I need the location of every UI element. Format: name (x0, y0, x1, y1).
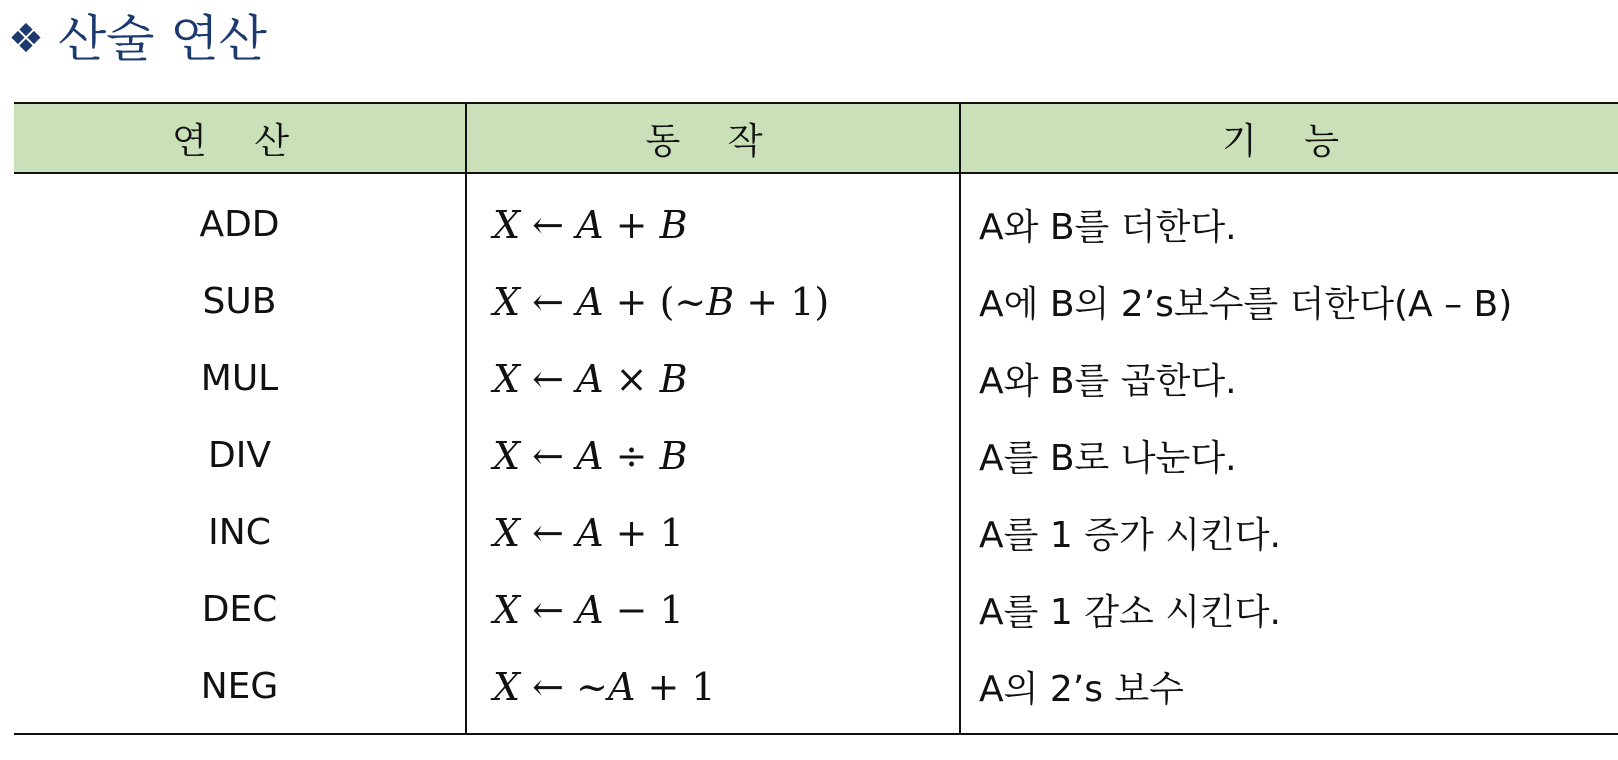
op-function: A를 1 증가 시킨다. (979, 515, 1281, 556)
op-function: A를 1 감소 시킨다. (979, 592, 1281, 633)
column-header-operation: 연 산 (14, 103, 466, 173)
table-row (14, 263, 1618, 340)
op-action: X ← A × B (466, 340, 960, 417)
op-action: X ← A ÷ B (466, 417, 960, 494)
op-action: X ← A − 1 (466, 571, 960, 648)
op-function: A와 B를 곱한다. (979, 361, 1237, 402)
op-action: X ← A + 1 (466, 494, 960, 571)
diamond-bullet-icon: ❖ (8, 16, 44, 62)
op-action: X ← A + B (466, 173, 960, 263)
op-name: INC (14, 494, 466, 571)
table-row (14, 571, 1618, 648)
op-action: X ← A + (~B + 1) (466, 263, 960, 340)
op-function: A의 2’s 보수 (960, 648, 1618, 734)
column-header-action: 동 작 (466, 103, 960, 173)
op-function: A에 B의 2’s보수를 더한다(A – B) (979, 284, 1513, 325)
op-name: SUB (14, 263, 466, 340)
operations-table (14, 102, 1618, 735)
op-name: ADD (14, 173, 466, 263)
op-name: DEC (14, 571, 466, 648)
column-header-function: 기 능 (960, 103, 1618, 173)
table-row (14, 648, 1618, 734)
op-action: X ← ~A + 1 (466, 648, 960, 734)
table-row (14, 340, 1618, 417)
op-name: MUL (14, 340, 466, 417)
op-name: NEG (14, 648, 466, 734)
table-header-row (14, 103, 1618, 173)
table-row (14, 173, 1618, 263)
op-name: DIV (14, 417, 466, 494)
op-function: A와 B를 더한다. (979, 207, 1237, 248)
page-title: 산술 연산 (57, 10, 267, 68)
page-title-row (8, 4, 267, 74)
op-function: A를 B로 나눈다. (979, 438, 1237, 479)
table-row (14, 417, 1618, 494)
table-row (14, 494, 1618, 571)
